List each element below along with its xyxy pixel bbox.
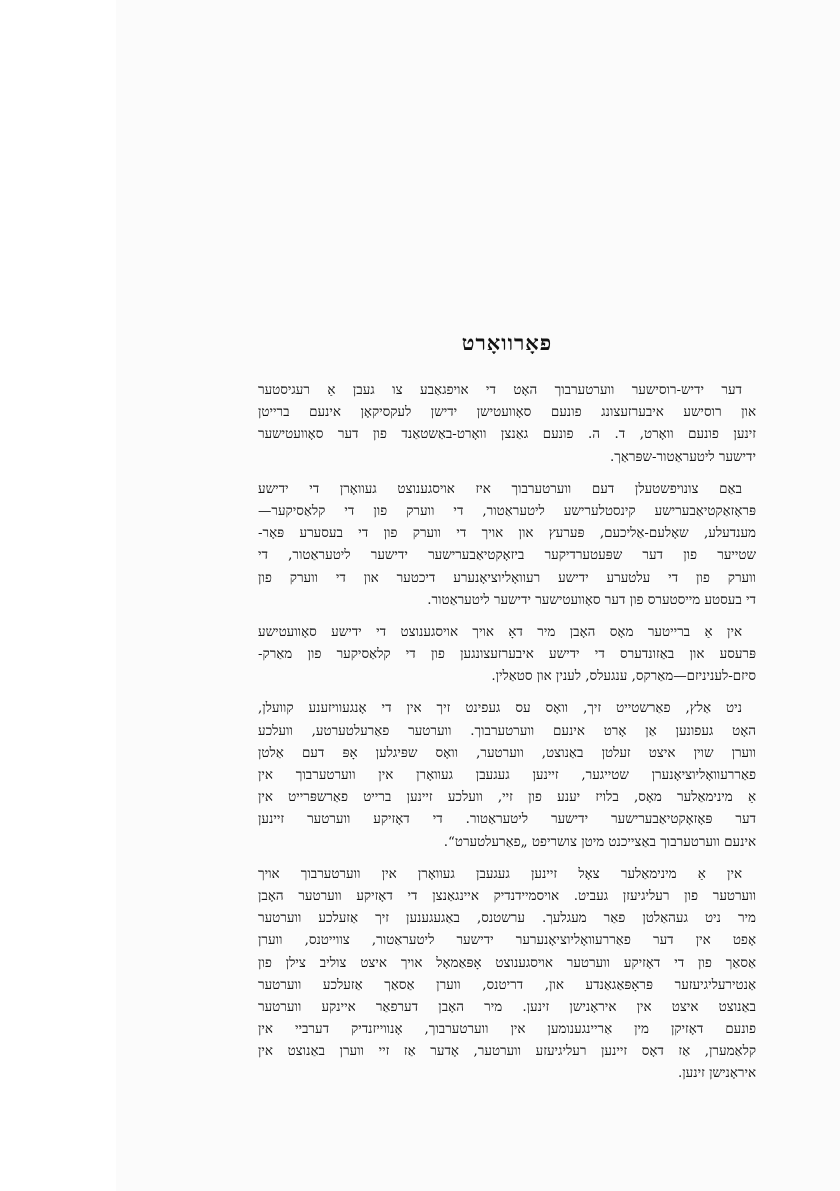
text-line: באַם צונויפשטעלן דעם ווערטערבוך איז אויסגענוצט געוואָרן די ידישע: [258, 481, 742, 497]
text-line: אַ מינימאַלער מאָס, בלויז יענע פון זיי, וועלכע זיינען ברייט פאַרשפּרייט אין: [258, 790, 756, 806]
paragraph-1: [258, 380, 756, 469]
text-line: מיר ניט געהאַלטן פאַר מעגלעך. ערשטנס, באַגעגענען זיך אַזעלכע ווערטער: [258, 911, 756, 927]
text-line: סיזם-לעניניזם—מאַרקס, ענגעלס, לענין און סטאַלין.: [491, 669, 756, 685]
paragraph-5: [258, 864, 756, 1086]
text-line: ווערק פון די עלטערע ידישע רעוואָליוציאָנערע דיכטער און די ווערק פון: [258, 570, 756, 586]
text-line: זינען פונעם וואָרט, ד. ה. פונעם גאַנצן וואָרט-באַשטאַנד פון דער סאָוועטישער: [258, 427, 756, 443]
text-line: שטייער פון דער שפּעטערדיקער ביזאָקטיאַבערישער ידישער ליטעראַטור, די: [258, 548, 756, 564]
page-title: פאָרוואָרט: [461, 330, 553, 355]
text-line: פאַררעוואָליוציאָנערן שטייגער, זיינען געגעבן געוואָרן אין ווערטערבוך אין: [258, 768, 756, 783]
text-line: ווערן שוין איצט זעלטן באַנוצט, ווערטער, וואָס שפּיגלען אָפּ דעם אַלטן: [258, 745, 756, 761]
text-line: ידישער ליטעראַטור-שפּראַך.: [610, 449, 756, 465]
text-line: אינעם ווערטערבוך באַצייכנט מיטן צושריפט „פאַרעלטערט“.: [443, 834, 756, 850]
text-line: אַנטירעליגיעזער פּראָפּאַגאַנדע און, דריטנס, ווערן אַסאַך אַזעלכע ווערטער: [258, 977, 756, 993]
text-line: אַסאַך פון די דאָזיקע ווערטער אויסגענוצט אָפּאַמאָל אויך איצט צוליב צילן פון: [258, 955, 756, 971]
paragraph-2: [258, 479, 756, 612]
text-line: אין אַ מינימאַלער צאָל זיינען געגעבן געוואָרן אין ווערטערבוך אויך: [258, 866, 742, 882]
text-line: קלאַמערן, אַז דאָס זיינען רעליגיעזע ווערטער, אָדער אַז זיי ווערן באַנוצט אין: [258, 1044, 756, 1060]
text-line: דער פּאָזאָקטיאַבערישער ידישער ליטעראַטור. די דאָזיקע ווערטער זיינען: [258, 812, 756, 828]
text-line: באַנוצט איצט אין איראָנישן זינען. מיר האָבן דערפאַר איינקע ווערטער: [258, 999, 756, 1015]
text-line: פּרעסע און באַזונדערס די ידישע איבערזעצונגען פון די קלאַסיקער פון מאַרק-: [258, 647, 756, 663]
text-line: אָפט אין דער פאַררעוואָליוציאָנערער ידישער ליטעראַטור, צווייטנס, ווערן: [258, 933, 756, 949]
text-line: פּראָזאַקטיאַבערישע קינסטלערישע ליטעראַטור, די ווערק פון די קלאַסיקער—: [258, 503, 756, 519]
text-line: האָט געפונען אַן אָרט אינעם ווערטערבוך. ווערטער פאַרעלטערטע, וועלכע: [258, 723, 756, 739]
preface-text: [258, 330, 756, 1096]
paragraph-4: [258, 698, 756, 853]
text-line: אין אַ ברייטער מאָס האָבן מיר דאָ אויך אויסגענוצט די ידישע סאָוועטישע: [258, 624, 742, 640]
text-line: איראָנישן זינען.: [677, 1066, 756, 1082]
text-line: מענדעלע, שאָלעם-אַליכעם, פּערעץ און אויך די ווערק פון די בעסערע פּאָר-: [258, 526, 756, 542]
text-line: און רוסישע איבערזעצונג פונעם סאָוועטישן ידישן לעקסיקאָן אינעם ברייטן: [258, 405, 756, 421]
text-line: ווערטער פון רעליגיעזן געביט. אויסמיידנדיק איינגאַנצן די דאָזיקע ווערטער האָבן: [258, 888, 756, 904]
text-line: די בעסטע מייסטערס פון דער סאָוועטישער ידישער ליטעראַטור.: [427, 592, 756, 608]
paragraph-3: [258, 622, 756, 689]
text-line: ניט אַלץ, פאַרשטייט זיך, וואָס עס געפינט זיך אין די אָנגעוויזענע קוועלן,: [258, 701, 742, 717]
text-line: פונעם דאָזיקן מין אַריינגענומען אין ווערטערבוך, אָנווייזנדיק דערביי אין: [258, 1022, 756, 1038]
text-line: דער ידיש-רוסישער ווערטערבוך האָט די אויפגאַבע צו געבן אַ רעגיסטער: [258, 383, 742, 398]
